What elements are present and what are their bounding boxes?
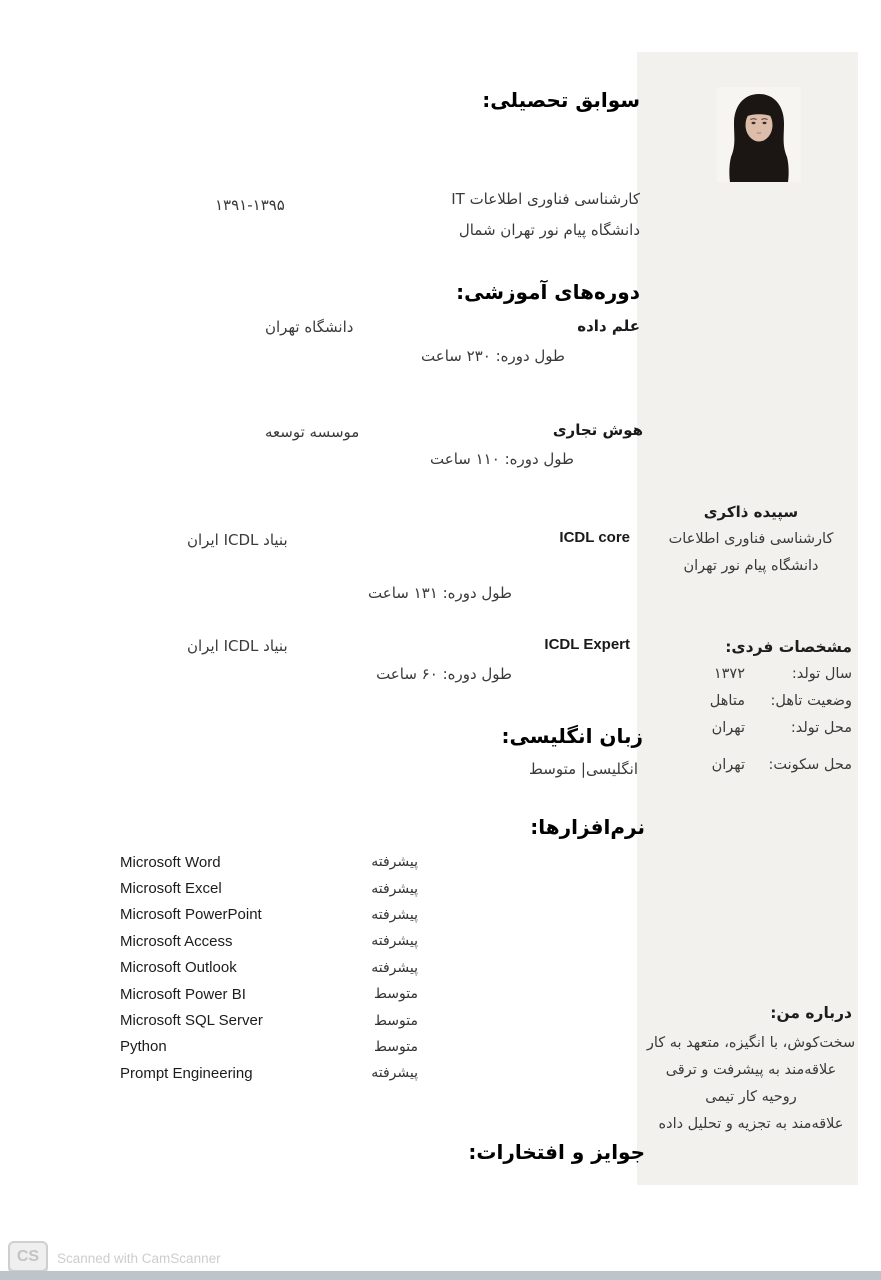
course-duration: طول دوره: ۲۳۰ ساعت [421, 347, 565, 365]
software-level: متوسط [374, 1012, 418, 1029]
profile-name: سپیده ذاکری [703, 503, 799, 521]
software-name: Microsoft Power BI [120, 985, 246, 1003]
software-name: Python [120, 1038, 167, 1056]
software-row [120, 849, 418, 875]
software-section-heading: نرم‌افزارها: [530, 815, 645, 839]
personal-label: محل تولد: [790, 720, 852, 736]
course-title: هوش تجاری [552, 421, 643, 439]
course-title: ICDL Expert [544, 636, 630, 653]
software-level: پیشرفته [371, 880, 418, 897]
software-name: Microsoft SQL Server [120, 1012, 263, 1030]
camscanner-badge-icon: CS [8, 1241, 48, 1272]
education-university: دانشگاه پیام نور تهران شمال [458, 221, 640, 239]
software-level: پیشرفته [371, 906, 418, 923]
personal-row [660, 693, 852, 709]
course-duration: طول دوره: ۱۳۱ ساعت [368, 584, 512, 602]
course-institution: دانشگاه تهران [265, 318, 354, 336]
personal-row [660, 666, 852, 682]
software-name: Microsoft Excel [120, 880, 222, 898]
about-line: علاقه‌مند به تجزیه و تحلیل داده [658, 1116, 844, 1132]
software-level: پیشرفته [371, 854, 418, 871]
bottom-scan-bar [0, 1271, 881, 1280]
about-me-heading: درباره من: [770, 1004, 852, 1022]
profile-photo [717, 87, 801, 182]
camscanner-footer-text: Scanned with CamScanner [57, 1251, 221, 1266]
software-row [120, 981, 418, 1007]
education-degree: کارشناسی فناوری اطلاعات IT [451, 190, 640, 208]
about-line: روحیه کار تیمی [705, 1089, 797, 1105]
software-row [120, 955, 418, 981]
software-row [120, 875, 418, 901]
software-name: Prompt Engineering [120, 1064, 253, 1082]
software-level: متوسط [374, 1038, 418, 1055]
software-name: Microsoft Access [120, 932, 233, 950]
personal-value: ۱۳۷۲ [713, 666, 745, 682]
awards-section-heading: جوایز و افتخارات: [468, 1140, 645, 1164]
software-level: پیشرفته [371, 933, 418, 950]
personal-value: تهران [711, 720, 745, 736]
personal-value: متاهل [709, 693, 745, 709]
course-institution: بنیاد ICDL ایران [187, 531, 288, 549]
course-institution: موسسه توسعه [265, 423, 360, 441]
software-name: Microsoft Word [120, 853, 221, 871]
personal-label: سال تولد: [791, 666, 852, 682]
education-years: ۱۳۹۱-۱۳۹۵ [215, 196, 285, 214]
english-level: انگلیسی| متوسط [529, 760, 638, 778]
personal-row [660, 757, 852, 773]
personal-row [660, 720, 852, 736]
personal-details-heading: مشخصات فردی: [725, 638, 852, 656]
course-duration: طول دوره: ۶۰ ساعت [376, 665, 512, 683]
software-row [120, 928, 418, 954]
personal-label: وضعیت تاهل: [770, 693, 852, 709]
course-institution: بنیاد ICDL ایران [187, 637, 288, 655]
software-level: متوسط [374, 986, 418, 1003]
software-row [120, 1060, 418, 1086]
software-table [120, 849, 418, 1087]
personal-value: تهران [711, 757, 745, 773]
software-name: Microsoft PowerPoint [120, 906, 262, 924]
profile-university: دانشگاه پیام نور تهران [683, 558, 819, 574]
course-title: علم داده [577, 317, 640, 335]
course-duration: طول دوره: ۱۱۰ ساعت [430, 450, 574, 468]
about-line: سخت‌کوش، با انگیزه، متعهد به کار [646, 1035, 856, 1051]
software-name: Microsoft Outlook [120, 959, 237, 977]
software-row [120, 1034, 418, 1060]
software-row [120, 1007, 418, 1033]
portrait-photo-icon [717, 87, 801, 182]
software-row [120, 902, 418, 928]
profile-degree: کارشناسی فناوری اطلاعات [668, 531, 834, 547]
course-title: ICDL core [559, 529, 630, 546]
software-level: پیشرفته [371, 959, 418, 976]
about-line: علاقه‌مند به پیشرفت و ترقی [665, 1062, 837, 1078]
software-level: پیشرفته [371, 1065, 418, 1082]
personal-label: محل سکونت: [768, 757, 852, 773]
courses-section-heading: دوره‌های آموزشی: [456, 280, 640, 304]
education-section-heading: سوابق تحصیلی: [482, 88, 640, 112]
english-section-heading: زبان انگلیسی: [501, 724, 643, 748]
